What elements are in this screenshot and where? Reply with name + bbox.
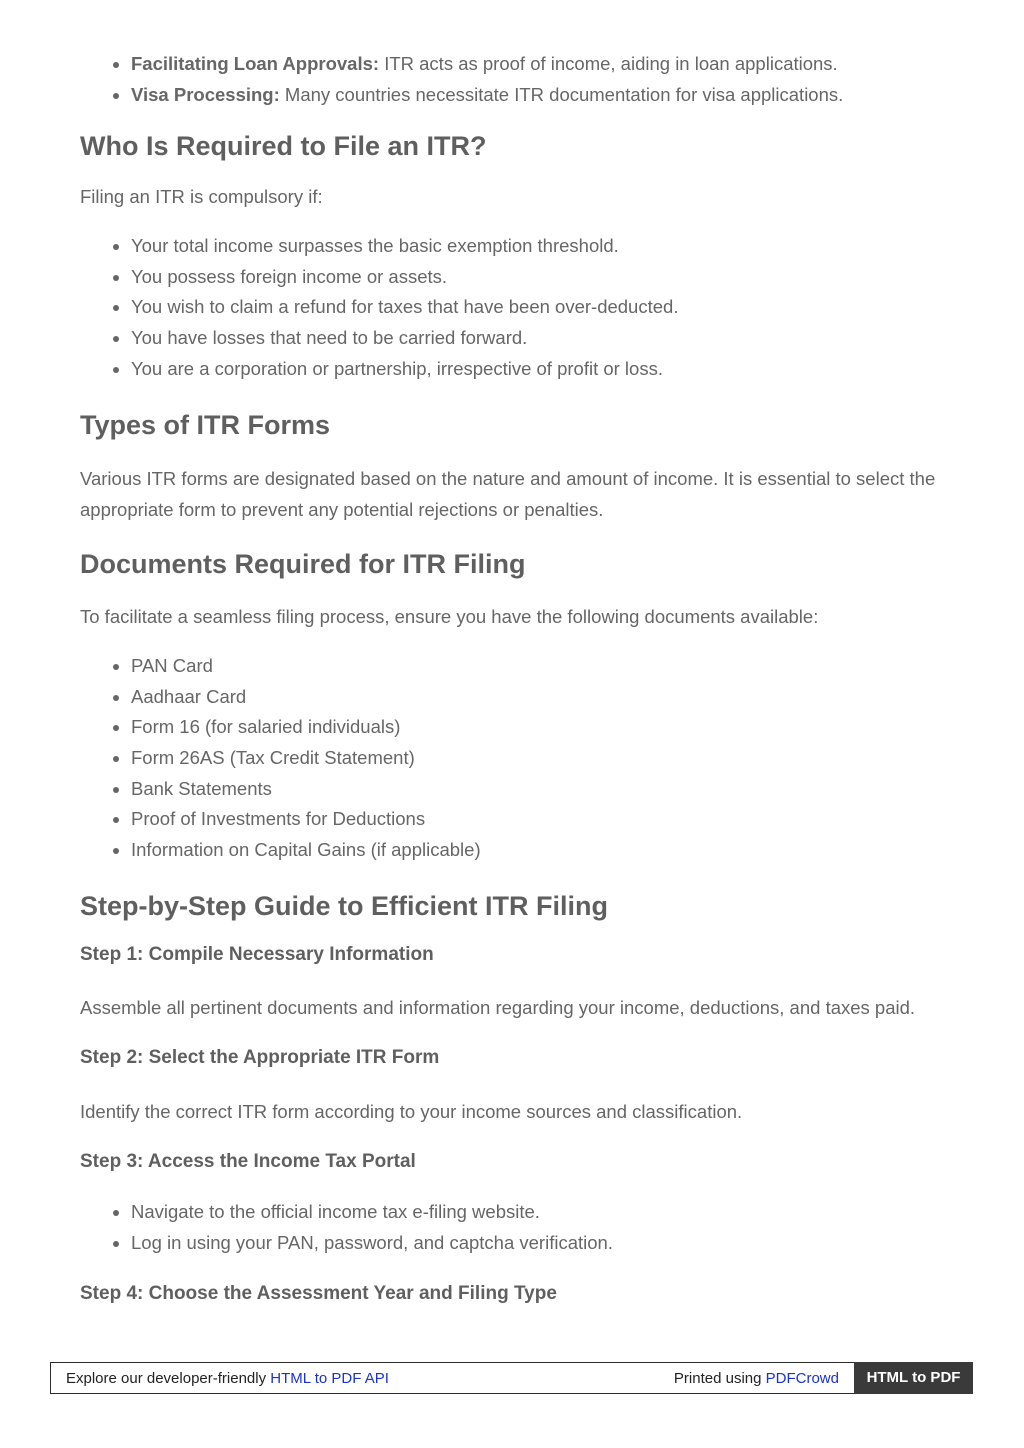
benefits-list [80,49,940,110]
footer-promo [66,1370,389,1387]
list-item: • Aadhaar Card [131,682,940,713]
step2-title: Step 2: Select the Appropriate ITR Form [80,1047,440,1069]
list-item: • Navigate to the official income tax e-filing website. [131,1197,940,1228]
types-body: Various ITR forms are designated based on the nature and amount of income. It is essential to select the appropriate form to prevent any potential rejections or penalties. [80,468,936,521]
list-item: • You possess foreign income or assets. [131,262,940,293]
list-item [131,80,940,111]
pdfcrowd-link[interactable]: PDFCrowd [765,1370,839,1387]
step4-title: Step 4: Choose the Assessment Year and Filing Type [80,1282,557,1304]
list-item: • You have losses that need to be carried forward. [131,323,940,354]
list-item: • Your total income surpasses the basic exemption threshold. [131,231,940,262]
who-intro: Filing an ITR is compulsory if: [80,186,323,208]
list-item [131,49,940,80]
html-to-pdf-api-link[interactable]: HTML to PDF API [270,1370,389,1387]
footer-printed-using [674,1370,839,1387]
step3-list [80,1197,940,1258]
who-list [80,231,940,384]
heading-documents: Documents Required for ITR Filing [80,549,526,580]
list-item: • Bank Statements [131,774,940,805]
list-item-text: ITR acts as proof of income, aiding in loan applications. [379,53,838,74]
footer-promo-text: Explore our developer-friendly [66,1370,271,1387]
documents-list [80,651,940,865]
list-item-text: Many countries necessitate ITR documentation for visa applications. [279,83,844,105]
list-item: • Form 16 (for salaried individuals) [131,712,940,743]
list-item: • PAN Card [131,651,940,682]
list-item: • You are a corporation or partnership, irrespective of profit or loss. [131,354,940,385]
list-item: • Proof of Investments for Deductions [131,804,940,835]
heading-who-required: Who Is Required to File an ITR? [80,131,487,162]
pdf-footer-bar [50,1362,973,1394]
step2-body: Identify the correct ITR form according to your income sources and classification. [80,1101,743,1123]
article-content [80,48,940,1307]
html-to-pdf-badge[interactable]: HTML to PDF [854,1362,973,1394]
step3-title: Step 3: Access the Income Tax Portal [80,1151,416,1173]
list-item: • Log in using your PAN, password, and captcha verification. [131,1228,940,1259]
heading-types: Types of ITR Forms [80,410,331,441]
list-item: • Information on Capital Gains (if applicable) [131,835,940,866]
list-item: • Form 26AS (Tax Credit Statement) [131,743,940,774]
list-item-lead: Visa Processing: [131,83,280,105]
list-item-lead: Facilitating Loan Approvals: [131,53,380,74]
step1-body: Assemble all pertinent documents and information regarding your income, deductions, and taxes paid. [80,997,916,1019]
step1-title: Step 1: Compile Necessary Information [80,944,434,966]
heading-guide: Step-by-Step Guide to Efficient ITR Filing [80,891,608,922]
list-item: • You wish to claim a refund for taxes that have been over-deducted. [131,292,940,323]
footer-printed-text: Printed using [673,1370,766,1387]
documents-intro: To facilitate a seamless filing process, ensure you have the following documents available: [80,606,819,628]
